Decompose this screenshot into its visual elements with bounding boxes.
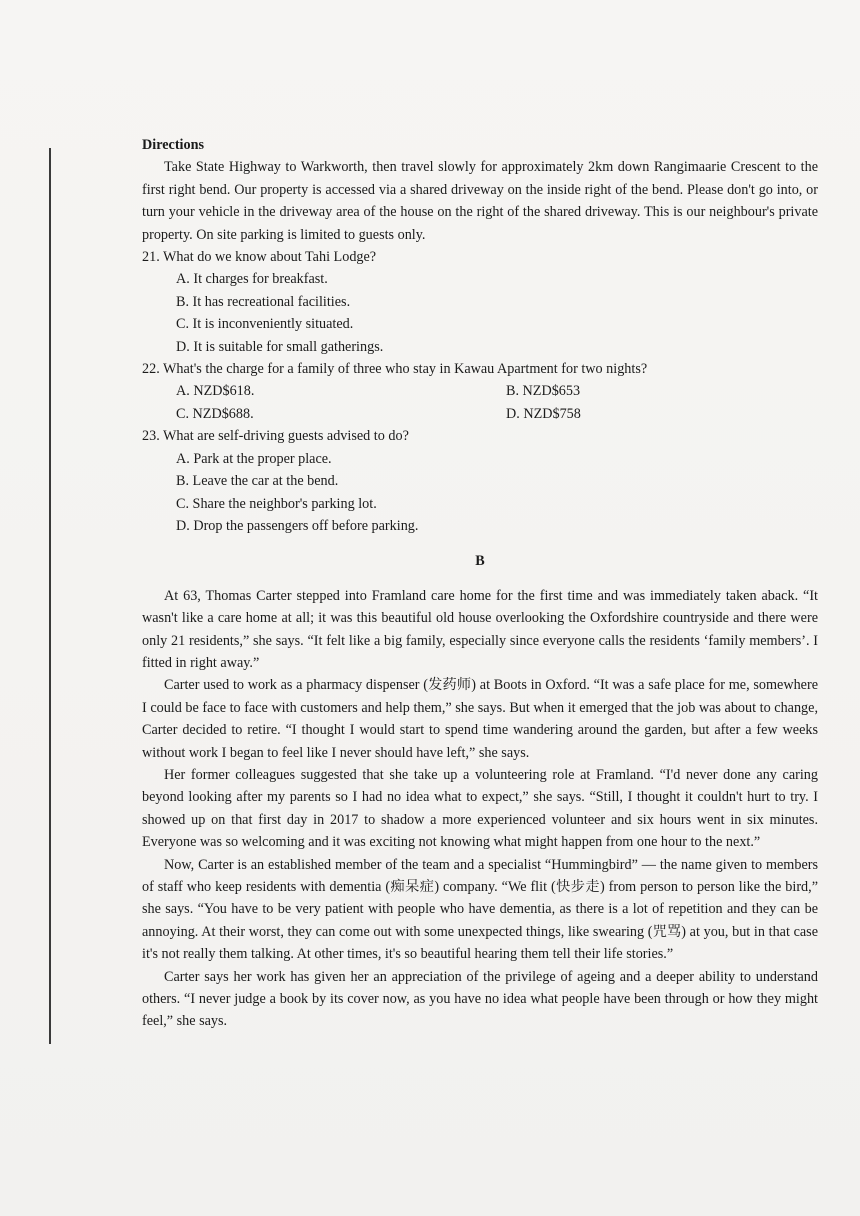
question-23-option-d: D. Drop the passengers off before parking.: [176, 517, 419, 534]
question-22-option-d: D. NZD$758: [506, 405, 581, 422]
question-22-options-row-1: [176, 380, 818, 402]
question-23-option-a: A. Park at the proper place.: [176, 450, 332, 467]
question-21-option-d: D. It is suitable for small gatherings.: [176, 338, 384, 355]
question-21-stem: 21. What do we know about Tahi Lodge?: [142, 249, 377, 266]
question-23-option-c: C. Share the neighbor's parking lot.: [176, 495, 377, 512]
page-content: [142, 134, 818, 1033]
question-23-option-b: B. Leave the car at the bend.: [176, 473, 339, 490]
directions-text: Take State Highway to Warkworth, then travel slowly for approximately 2km down Rangimaarie Crescent to the first right bend. Our property is accessed via a shared driveway on the inside right of the bend. Please don't go into, or turn your vehicle in the driveway area of the house on the right of the shared driveway. This is our neighbour's private property. On site parking is limited to guests only.: [142, 159, 818, 243]
passage-b-paragraph-4: Now, Carter is an established member of the team and a specialist “Hummingbird” — the name given to members of staff who keep residents with dementia (痴呆症) company. “We flit (快步走) from person to person like the bird,” she says. “You have to be very patient with people who have dementia, as there is a lot of repetition and they can be annoying. At their worst, they can come out with some unexpected things, like swearing (咒骂) at you, but in that case it's not really them talking. At other times, it's so beautiful hearing them tell their life stories.”: [142, 856, 818, 963]
directions-heading: Directions: [142, 137, 204, 153]
question-22-options-row-2: [176, 403, 818, 425]
question-23-stem: 23. What are self-driving guests advised to do?: [142, 428, 409, 445]
question-21-option-a: A. It charges for breakfast.: [176, 271, 328, 288]
question-22-option-a: A. NZD$618.: [176, 383, 255, 400]
question-22-option-b: B. NZD$653: [506, 383, 581, 400]
passage-b-paragraph-5: Carter says her work has given her an appreciation of the privilege of ageing and a deeper ability to understand others. “I never judge a book by its cover now, as you have no idea what people have been through or how they might feel,” she says.: [142, 968, 818, 1030]
question-22-stem: 22. What's the charge for a family of three who stay in Kawau Apartment for two nights?: [142, 361, 648, 378]
question-21-option-b: B. It has recreational facilities.: [176, 293, 351, 310]
margin-line: [49, 148, 51, 1044]
question-21-option-c: C. It is inconveniently situated.: [176, 316, 354, 333]
passage-b-paragraph-1: At 63, Thomas Carter stepped into Framland care home for the first time and was immediately taken aback. “It wasn't like a care home at all; it was this beautiful old house overlooking the Oxfordshire countryside and there were only 21 residents,” she says. “It felt like a big family, especially since everyone calls the residents ‘family members’. I fitted in right away.”: [142, 587, 818, 671]
passage-b-paragraph-2: Carter used to work as a pharmacy dispenser (发药师) at Boots in Oxford. “It was a safe place for me, somewhere I could be face to face with customers and help them,” she says. But when it emerged that the job was about to change, Carter decided to retire. “I thought I would start to spend time wandering around the garden, but after a few weeks without work I began to feel like I never should have left,” she says.: [142, 677, 818, 761]
passage-b-paragraph-3: Her former colleagues suggested that she take up a volunteering role at Framland. “I'd never done any caring beyond looking after my parents so I had no idea what to expect,” she says. “Still, I thought it couldn't hurt to try. I showed up on that first day in 2017 to shadow a more experienced volunteer and six hours went in six minutes. Everyone was so welcoming and it was exciting not knowing what might happen from one hour to the next.”: [142, 766, 818, 851]
question-22-option-c: C. NZD$688.: [176, 405, 254, 422]
section-b-title: B: [475, 553, 485, 570]
